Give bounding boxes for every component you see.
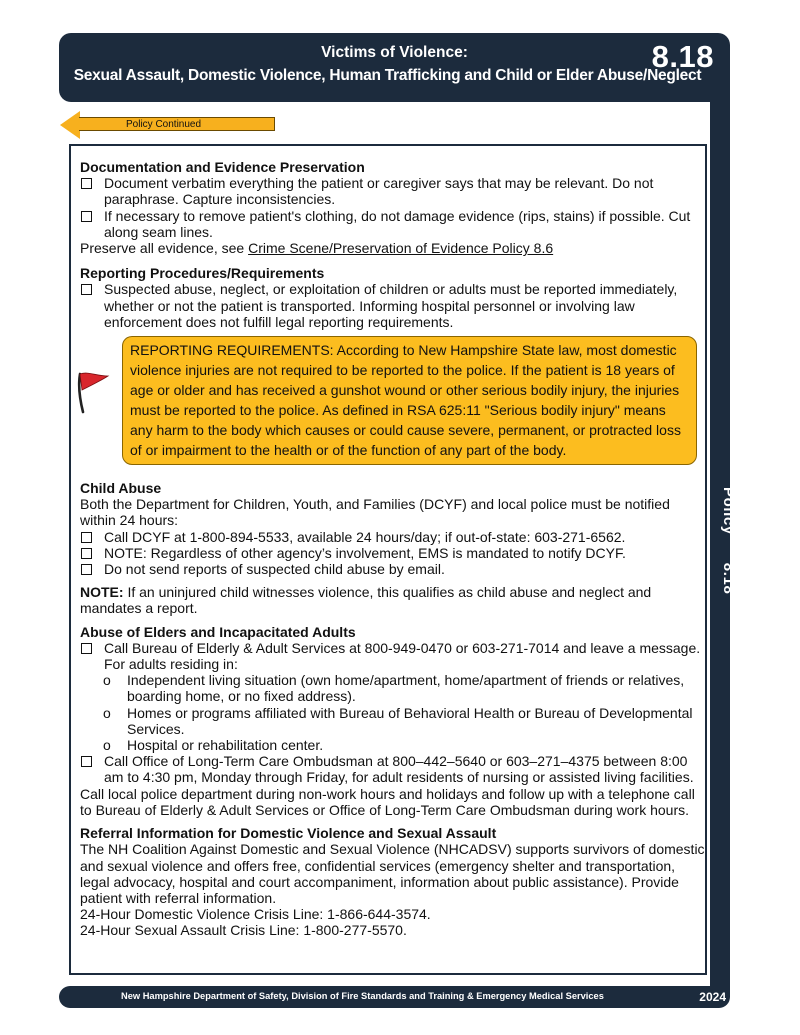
section-heading-reporting: Reporting Procedures/Requirements <box>80 265 325 282</box>
header-title-line1: Victims of Violence: <box>321 44 468 61</box>
reporting-requirements-callout: REPORTING REQUIREMENTS: According to New Hampshire State law, most domestic violence injuries are not required to be reported to the police. If the patient is 18 years of age or older and has received a gunshot wound or other serious bodily injury, the injuries must be reported to the police. As defined in RSA 625:11 "Serious bodily injury" means any harm to the body which causes or could cause severe, permanent, or protracted loss of or impairment to the health or of the function of any part of the body. <box>122 336 697 465</box>
referral-body: The NH Coalition Against Domestic and Sexual Violence (NHCADSV) supports survivors of domestic and sexual violence and offers free, confidential services (emergency shelter and transportation, legal advocacy, hospital and court accompaniment, information about public assistance). Provide patient with referral information. <box>80 841 705 906</box>
elder-abuse-closing: Call local police department during non-work hours and holidays and follow up with a telephone call to Bureau of Elderly & Adult Services or Office of Long-Term Care Ombudsman during work hours. <box>80 785 695 818</box>
footer-year: 2024 <box>699 990 726 1004</box>
child-abuse-intro: Both the Department for Children, Youth, and Families (DCYF) and local police must be notified within 24 hours: <box>80 496 670 529</box>
child-witness-note: NOTE: If an uninjured child witnesses violence, this qualifies as child abuse and neglect and mandates a report. <box>80 584 652 617</box>
preserve-evidence-line: Preserve all evidence, see Crime Scene/Preservation of Evidence Policy 8.6 <box>80 240 554 257</box>
section-heading-documentation: Documentation and Evidence Preservation <box>80 159 365 175</box>
list-item: Call DCYF at 1-800-894-5533, available 24 hours/day; if out-of-state: 603-271-6562. <box>80 529 705 545</box>
page-header <box>59 33 730 102</box>
checkbox-icon <box>81 564 92 575</box>
side-policy-number: 8.18 <box>720 562 737 595</box>
page-footer <box>59 986 730 1008</box>
policy-continued-label: Policy Continued <box>79 117 275 131</box>
circle-bullet-icon: o <box>103 704 111 721</box>
side-policy-word: Policy <box>720 487 737 535</box>
sub-list-item: o Independent living situation (own home/apartment, home/apartment of friends or relatives, boarding home, or no fixed address). <box>103 672 685 705</box>
header-title-line2: Sexual Assault, Domestic Violence, Human Trafficking and Child or Elder Abuse/Neglect <box>73 67 702 84</box>
checkbox-icon <box>81 643 92 654</box>
list-item: Document verbatim everything the patient or caregiver says that may be relevant. Do not paraphrase. Capture inconsistencies. <box>80 175 705 207</box>
policy-continued-arrow[interactable] <box>60 111 276 139</box>
checkbox-icon <box>81 532 92 543</box>
sub-list-item: o Homes or programs affiliated with Bureau of Behavioral Health or Bureau of Developmental Services. <box>103 704 693 737</box>
list-item: If necessary to remove patient's clothing, do not damage evidence (rips, stains) if possible. Cut along seam lines. <box>80 208 705 240</box>
checkbox-icon <box>81 211 92 222</box>
policy-body <box>80 159 705 939</box>
list-item: Call Bureau of Elderly & Adult Services at 800-949-0470 or 603-271-7014 and leave a message. For adults residing in: <box>80 640 705 672</box>
section-heading-elder-abuse: Abuse of Elders and Incapacitated Adults <box>80 623 356 640</box>
section-heading-referral: Referral Information for Domestic Violence and Sexual Assault <box>80 825 497 842</box>
side-policy-label <box>720 487 737 594</box>
checkbox-icon <box>81 178 92 189</box>
list-item: Call Office of Long-Term Care Ombudsman at 800–442–5640 or 603–271–4375 between 8:00 am to 4:30 pm, Monday through Friday, for adult residents of nursing or assisted living facilities. <box>80 753 705 785</box>
policy-number: 8.18 <box>651 39 714 74</box>
sa-crisis-line: 24-Hour Sexual Assault Crisis Line: 1-800-277-5570. <box>80 922 407 939</box>
checkbox-icon <box>81 548 92 559</box>
footer-org: New Hampshire Department of Safety, Division of Fire Standards and Training & Emergency Medical Services <box>121 991 604 1001</box>
circle-bullet-icon: o <box>103 737 111 754</box>
crime-scene-policy-link[interactable]: Crime Scene/Preservation of Evidence Policy 8.6 <box>248 240 554 257</box>
list-item: Do not send reports of suspected child abuse by email. <box>80 561 705 577</box>
dv-crisis-line: 24-Hour Domestic Violence Crisis Line: 1-866-644-3574. <box>80 906 431 923</box>
list-item: NOTE: Regardless of other agency’s involvement, EMS is mandated to notify DCYF. <box>80 545 705 561</box>
checkbox-icon <box>81 284 92 295</box>
circle-bullet-icon: o <box>103 672 111 689</box>
section-heading-child-abuse: Child Abuse <box>80 480 162 497</box>
sub-list-item: o Hospital or rehabilitation center. <box>103 737 324 754</box>
list-item: Suspected abuse, neglect, or exploitation of children or adults must be reported immediately, whether or not the patient is transported. Informing hospital personnel or involving law enforcement does not fulfill legal reporting requirements. <box>80 281 705 330</box>
checkbox-icon <box>81 756 92 767</box>
back-arrow-icon <box>60 111 80 139</box>
